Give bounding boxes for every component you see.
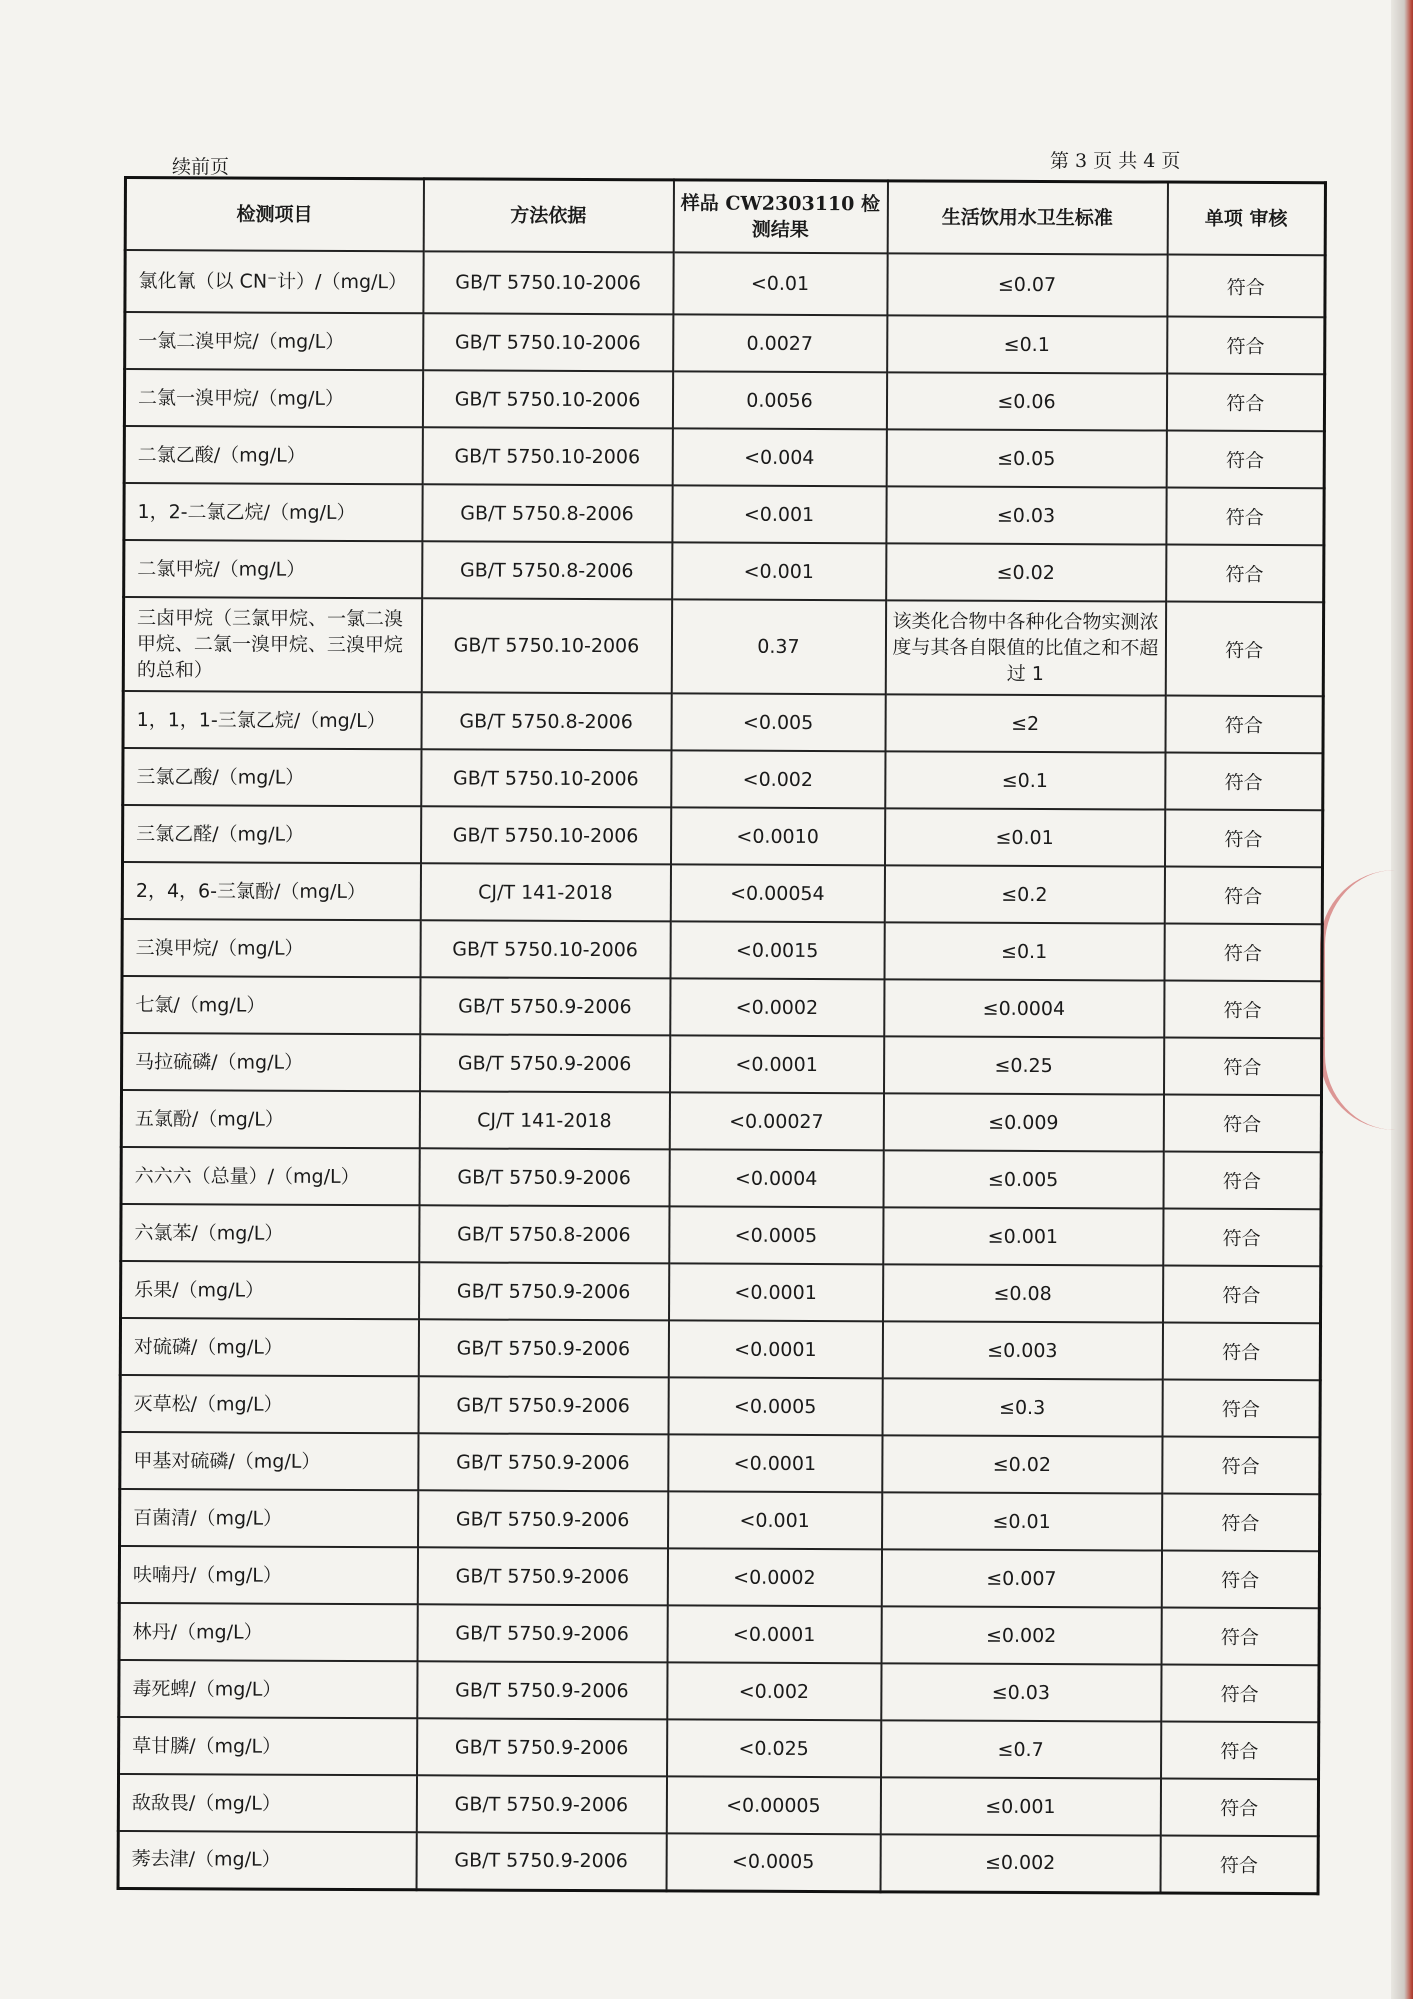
cell-verdict: 符合 — [1163, 1266, 1321, 1324]
table-row — [124, 426, 1324, 488]
cell-method: GB/T 5750.10-2006 — [421, 749, 671, 807]
cell-item: 乐果/（mg/L） — [121, 1261, 419, 1319]
cell-verdict: 符合 — [1161, 1665, 1319, 1723]
cell-item: 七氯/（mg/L） — [122, 976, 420, 1034]
test-results-table-wrapper — [117, 176, 1324, 1895]
cell-standard: ≤2 — [885, 694, 1165, 752]
cell-item: 三氯乙酸/（mg/L） — [123, 748, 421, 806]
cell-method: GB/T 5750.9-2006 — [419, 1148, 669, 1206]
table-row — [118, 1831, 1318, 1893]
cell-item: 呋喃丹/（mg/L） — [119, 1546, 417, 1604]
table-row — [119, 1660, 1319, 1722]
table-row — [119, 1717, 1319, 1779]
cell-standard: ≤0.1 — [885, 751, 1165, 809]
cell-result: <0.0004 — [669, 1149, 883, 1207]
cell-result: <0.0001 — [668, 1320, 882, 1378]
cell-result: <0.005 — [671, 693, 885, 751]
cell-method: GB/T 5750.10-2006 — [421, 806, 671, 864]
continued-label: 续前页 — [172, 156, 230, 178]
cell-result: <0.0010 — [671, 807, 885, 865]
cell-standard: ≤0.3 — [882, 1378, 1162, 1436]
cell-item: 三卤甲烷（三氯甲烷、一氯二溴甲烷、二氯一溴甲烷、三溴甲烷的总和） — [123, 597, 421, 692]
cell-item: 毒死蜱/（mg/L） — [119, 1660, 417, 1718]
cell-verdict: 符合 — [1163, 1095, 1321, 1153]
cell-method: GB/T 5750.10-2006 — [422, 370, 672, 428]
cell-item: 林丹/（mg/L） — [119, 1603, 417, 1661]
table-row — [121, 1090, 1321, 1152]
cell-item: 马拉硫磷/（mg/L） — [122, 1033, 420, 1091]
cell-method: GB/T 5750.9-2006 — [418, 1319, 668, 1377]
cell-result: <0.0002 — [667, 1548, 881, 1606]
cell-verdict: 符合 — [1161, 1722, 1319, 1780]
cell-standard: ≤0.002 — [881, 1606, 1161, 1664]
cell-method: GB/T 5750.9-2006 — [420, 977, 670, 1035]
cell-item: 六六六（总量）/（mg/L） — [121, 1147, 419, 1205]
cell-method: GB/T 5750.9-2006 — [416, 1775, 666, 1833]
cell-result: <0.0001 — [669, 1263, 883, 1321]
cell-result: 0.0056 — [672, 371, 886, 429]
cell-item: 六氯苯/（mg/L） — [121, 1204, 419, 1262]
cell-method: GB/T 5750.10-2006 — [420, 920, 670, 978]
table-row — [121, 1261, 1321, 1323]
cell-item: 2，4，6-三氯酚/（mg/L） — [122, 862, 420, 920]
test-results-table — [117, 176, 1327, 1895]
cell-verdict: 符合 — [1162, 1323, 1320, 1381]
cell-item: 1，1，1-三氯乙烷/（mg/L） — [123, 691, 421, 749]
table-row — [121, 1204, 1321, 1266]
cell-standard: ≤0.001 — [880, 1777, 1160, 1835]
table-row — [120, 1489, 1320, 1551]
cell-item: 敌敌畏/（mg/L） — [118, 1774, 416, 1832]
cell-result: <0.0005 — [668, 1377, 882, 1435]
cell-result: <0.002 — [667, 1662, 881, 1720]
cell-item: 对硫磷/（mg/L） — [120, 1318, 418, 1376]
cell-standard: ≤0.25 — [884, 1036, 1164, 1094]
cell-method: GB/T 5750.9-2006 — [417, 1604, 667, 1662]
cell-standard: ≤0.05 — [886, 429, 1166, 487]
table-row — [123, 748, 1323, 810]
cell-result: <0.025 — [667, 1719, 881, 1777]
cell-method: GB/T 5750.9-2006 — [417, 1718, 667, 1776]
col-header-method: 方法依据 — [423, 179, 673, 253]
cell-result: <0.0001 — [668, 1434, 882, 1492]
cell-result: <0.002 — [671, 750, 885, 808]
table-row — [124, 540, 1324, 602]
cell-method: GB/T 5750.8-2006 — [419, 1205, 669, 1263]
cell-verdict: 符合 — [1164, 981, 1322, 1039]
cell-method: GB/T 5750.9-2006 — [419, 1262, 669, 1320]
cell-method: GB/T 5750.8-2006 — [421, 692, 671, 750]
cell-standard: ≤0.03 — [886, 486, 1166, 544]
cell-method: CJ/T 141-2018 — [420, 863, 670, 921]
table-row — [120, 1432, 1320, 1494]
cell-item: 草甘膦/（mg/L） — [119, 1717, 417, 1775]
cell-standard: ≤0.003 — [882, 1321, 1162, 1379]
col-header-item: 检测项目 — [125, 178, 423, 252]
cell-item: 二氯甲烷/（mg/L） — [124, 540, 422, 598]
cell-verdict: 符合 — [1164, 924, 1322, 982]
cell-item: 三溴甲烷/（mg/L） — [122, 919, 420, 977]
table-row — [119, 1546, 1319, 1608]
cell-verdict: 符合 — [1166, 488, 1324, 546]
cell-verdict: 符合 — [1164, 810, 1322, 868]
cell-result: <0.01 — [673, 252, 887, 315]
cell-standard: ≤0.07 — [887, 253, 1167, 316]
cell-verdict: 符合 — [1167, 317, 1325, 375]
cell-verdict: 符合 — [1165, 696, 1323, 754]
cell-item: 1，2-二氯乙烷/（mg/L） — [124, 483, 422, 541]
cell-verdict: 符合 — [1164, 1038, 1322, 1096]
cell-standard: ≤0.03 — [881, 1663, 1161, 1721]
cell-standard: ≤0.001 — [883, 1207, 1163, 1265]
cell-result: <0.001 — [668, 1491, 882, 1549]
cell-method: GB/T 5750.9-2006 — [420, 1034, 670, 1092]
red-stamp-fragment — [1320, 870, 1395, 1130]
cell-result: <0.00005 — [666, 1776, 880, 1834]
table-row — [122, 976, 1322, 1038]
cell-standard: ≤0.0004 — [884, 979, 1164, 1037]
cell-verdict: 符合 — [1165, 602, 1323, 697]
cell-verdict: 符合 — [1166, 545, 1324, 603]
cell-item: 二氯乙酸/（mg/L） — [124, 426, 422, 484]
cell-verdict: 符合 — [1161, 1608, 1319, 1666]
cell-method: GB/T 5750.10-2006 — [421, 598, 671, 693]
cell-verdict: 符合 — [1162, 1494, 1320, 1552]
cell-standard: ≤0.08 — [883, 1264, 1163, 1322]
cell-standard: ≤0.007 — [881, 1549, 1161, 1607]
table-row — [124, 369, 1324, 431]
cell-method: GB/T 5750.9-2006 — [418, 1433, 668, 1491]
cell-standard: ≤0.7 — [881, 1720, 1161, 1778]
cell-item: 百菌清/（mg/L） — [120, 1489, 418, 1547]
cell-verdict: 符合 — [1160, 1779, 1318, 1837]
cell-item: 一氯二溴甲烷/（mg/L） — [125, 312, 423, 370]
cell-result: <0.0005 — [666, 1833, 880, 1891]
cell-result: 0.37 — [671, 599, 885, 694]
cell-result: <0.0015 — [670, 921, 884, 979]
cell-standard: ≤0.1 — [887, 315, 1167, 373]
cell-method: GB/T 5750.10-2006 — [422, 427, 672, 485]
table-row — [123, 805, 1323, 867]
table-row — [120, 1318, 1320, 1380]
cell-method: GB/T 5750.9-2006 — [417, 1661, 667, 1719]
cell-result: <0.00027 — [669, 1092, 883, 1150]
table-row — [118, 1774, 1318, 1836]
table-row — [122, 919, 1322, 981]
cell-standard: ≤0.009 — [883, 1093, 1163, 1151]
cell-item: 二氯一溴甲烷/（mg/L） — [124, 369, 422, 427]
cell-verdict: 符合 — [1164, 867, 1322, 925]
cell-method: CJ/T 141-2018 — [419, 1091, 669, 1149]
cell-result: <0.004 — [672, 428, 886, 486]
table-row — [125, 250, 1325, 317]
table-row — [124, 483, 1324, 545]
table-row — [125, 312, 1325, 374]
cell-verdict: 符合 — [1162, 1380, 1320, 1438]
table-row — [122, 1033, 1322, 1095]
cell-item: 灭草松/（mg/L） — [120, 1375, 418, 1433]
cell-item: 莠去津/（mg/L） — [118, 1831, 416, 1889]
cell-standard: ≤0.06 — [886, 372, 1166, 430]
cell-method: GB/T 5750.9-2006 — [418, 1376, 668, 1434]
cell-verdict: 符合 — [1163, 1209, 1321, 1267]
table-row — [119, 1603, 1319, 1665]
cell-standard: ≤0.2 — [884, 865, 1164, 923]
table-row — [123, 691, 1323, 753]
cell-method: GB/T 5750.8-2006 — [422, 484, 672, 542]
cell-verdict: 符合 — [1160, 1836, 1318, 1894]
table-row — [122, 862, 1322, 924]
cell-standard: ≤0.005 — [883, 1150, 1163, 1208]
cell-result: <0.001 — [672, 542, 886, 600]
table-body — [118, 250, 1325, 1893]
cell-standard: ≤0.002 — [880, 1834, 1160, 1892]
cell-standard: ≤0.02 — [882, 1435, 1162, 1493]
col-header-standard: 生活饮用水卫生标准 — [887, 181, 1167, 255]
cell-verdict: 符合 — [1166, 374, 1324, 432]
cell-method: GB/T 5750.10-2006 — [423, 313, 673, 371]
cell-item: 氯化氰（以 CN⁻计）/（mg/L） — [125, 250, 423, 313]
cell-verdict: 符合 — [1165, 753, 1323, 811]
table-row — [120, 1375, 1320, 1437]
col-header-verdict: 单项 审核 — [1167, 182, 1325, 255]
cell-method: GB/T 5750.9-2006 — [417, 1547, 667, 1605]
page-number: 第 3 页 共 4 页 — [1050, 150, 1181, 172]
cell-verdict: 符合 — [1161, 1551, 1319, 1609]
cell-result: <0.0002 — [670, 978, 884, 1036]
cell-item: 三氯乙醛/（mg/L） — [123, 805, 421, 863]
cell-verdict: 符合 — [1167, 255, 1325, 318]
cell-verdict: 符合 — [1163, 1152, 1321, 1210]
cell-method: GB/T 5750.9-2006 — [418, 1490, 668, 1548]
cell-result: <0.0001 — [670, 1035, 884, 1093]
cell-result: <0.00054 — [670, 864, 884, 922]
cell-method: GB/T 5750.8-2006 — [422, 541, 672, 599]
table-row — [121, 1147, 1321, 1209]
cell-standard: ≤0.01 — [882, 1492, 1162, 1550]
table-row — [123, 597, 1323, 696]
cell-standard: 该类化合物中各种化合物实测浓度与其各自限值的比值之和不超过 1 — [885, 600, 1165, 695]
cell-item: 五氯酚/（mg/L） — [121, 1090, 419, 1148]
cell-standard: ≤0.02 — [886, 543, 1166, 601]
cell-result: <0.001 — [672, 485, 886, 543]
cell-item: 甲基对硫磷/（mg/L） — [120, 1432, 418, 1490]
cell-standard: ≤0.1 — [884, 922, 1164, 980]
cell-result: <0.0001 — [667, 1605, 881, 1663]
cell-verdict: 符合 — [1166, 431, 1324, 489]
cell-method: GB/T 5750.10-2006 — [423, 251, 673, 314]
cell-result: 0.0027 — [673, 314, 887, 372]
cell-verdict: 符合 — [1162, 1437, 1320, 1495]
col-header-result: 样品 CW2303110 检测结果 — [673, 180, 887, 253]
cell-result: <0.0005 — [669, 1206, 883, 1264]
cell-standard: ≤0.01 — [884, 808, 1164, 866]
cell-method: GB/T 5750.9-2006 — [416, 1832, 666, 1890]
